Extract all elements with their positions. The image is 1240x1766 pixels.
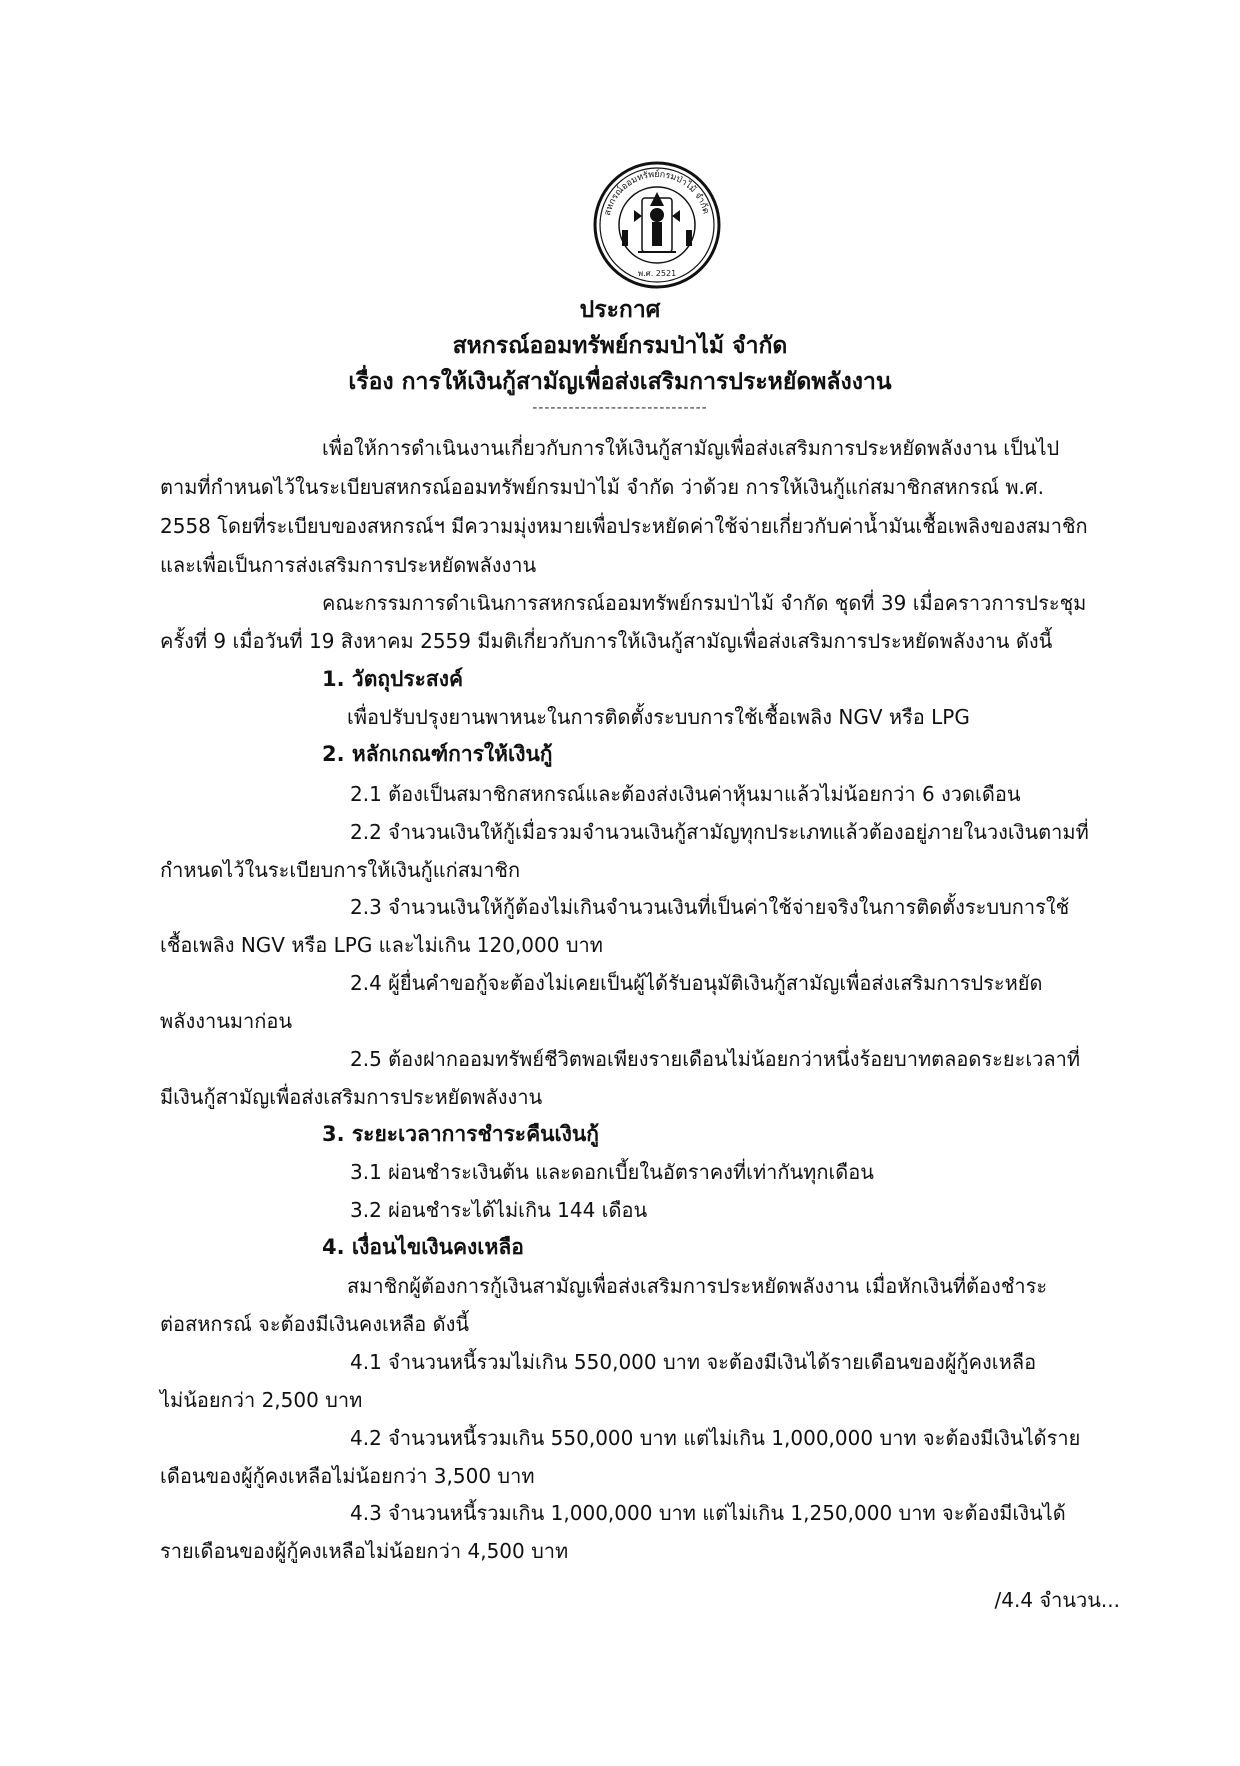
clause-3-2: 3.2 ผ่อนชำระได้ไม่เกิน 144 เดือน bbox=[350, 1198, 648, 1222]
svg-text:สหกรณ์ออมทรัพย์กรมป่าไม้ จำกัด: สหกรณ์ออมทรัพย์กรมป่าไม้ จำกัด bbox=[602, 169, 711, 217]
continued-marker: /4.4 จำนวน... bbox=[994, 1588, 1120, 1612]
clause-2-1: 2.1 ต้องเป็นสมาชิกสหกรณ์และต้องส่งเงินค่าหุ้นมาแล้วไม่น้อยกว่า 6 งวดเดือน bbox=[350, 782, 1021, 806]
announcement-subject: เรื่อง การให้เงินกู้สามัญเพื่อส่งเสริมการประหยัดพลังงาน bbox=[348, 369, 892, 395]
clause-2-3: 2.3 จำนวนเงินให้กู้ต้องไม่เกินจำนวนเงินที่เป็นค่าใช้จ่ายจริงในการติดตั้งระบบการใช้ bbox=[350, 895, 1070, 919]
intro-paragraph-line: และเพื่อเป็นการส่งเสริมการประหยัดพลังงาน bbox=[160, 553, 537, 577]
clause-2-4: 2.4 ผู้ยื่นคำขอกู้จะต้องไม่เคยเป็นผู้ได้รับอนุมัติเงินกู้สามัญเพื่อส่งเสริมการประหยัด bbox=[350, 971, 1043, 995]
clause-3-1: 3.1 ผ่อนชำระเงินต้น และดอกเบี้ยในอัตราคงที่เท่ากันทุกเดือน bbox=[350, 1160, 874, 1184]
section-4-body-cont: ต่อสหกรณ์ จะต้องมีเงินคงเหลือ ดังนี้ bbox=[160, 1312, 470, 1336]
clause-4-3: 4.3 จำนวนหนี้รวมเกิน 1,000,000 บาท แต่ไม่เกิน 1,250,000 บาท จะต้องมีเงินได้ bbox=[350, 1501, 1066, 1525]
clause-4-2: 4.2 จำนวนหนี้รวมเกิน 550,000 บาท แต่ไม่เกิน 1,000,000 บาท จะต้องมีเงินได้ราย bbox=[350, 1426, 1081, 1450]
announcement-heading: ประกาศ bbox=[579, 297, 661, 323]
intro-paragraph-line: เพื่อให้การดำเนินงานเกี่ยวกับการให้เงินกู้สามัญเพื่อส่งเสริมการประหยัดพลังงาน เป็นไป bbox=[322, 436, 1060, 460]
section-1-title: 1. วัตถุประสงค์ bbox=[322, 667, 464, 691]
clause-2-5: 2.5 ต้องฝากออมทรัพย์ชีวิตพอเพียงรายเดือนไม่น้อยกว่าหนึ่งร้อยบาทตลอดระยะเวลาที่ bbox=[350, 1047, 1081, 1071]
svg-text:พ.ศ. 2521: พ.ศ. 2521 bbox=[637, 269, 677, 278]
cooperative-seal-logo bbox=[592, 160, 722, 290]
intro-paragraph-line: ตามที่กำหนดไว้ในระเบียบสหกรณ์ออมทรัพย์กรมป่าไม้ จำกัด ว่าด้วย การให้เงินกู้แก่สมาชิกสหกรณ์ พ.ศ. bbox=[160, 475, 1044, 499]
clause-4-1: 4.1 จำนวนหนี้รวมไม่เกิน 550,000 บาท จะต้องมีเงินได้รายเดือนของผู้กู้คงเหลือ bbox=[350, 1350, 1037, 1374]
clause-2-3-cont: เชื้อเพลิง NGV หรือ LPG และไม่เกิน 120,000 บาท bbox=[160, 933, 603, 957]
resolution-paragraph-line: คณะกรรมการดำเนินการสหกรณ์ออมทรัพย์กรมป่าไม้ จำกัด ชุดที่ 39 เมื่อคราวการประชุม bbox=[322, 591, 1087, 615]
section-2-title: 2. หลักเกณฑ์การให้เงินกู้ bbox=[322, 742, 553, 766]
separator-line: ----------------------------- bbox=[532, 400, 708, 416]
clause-2-5-cont: มีเงินกู้สามัญเพื่อส่งเสริมการประหยัดพลังงาน bbox=[160, 1085, 543, 1109]
section-3-title: 3. ระยะเวลาการชำระคืนเงินกู้ bbox=[322, 1122, 599, 1146]
clause-4-3-cont: รายเดือนของผู้กู้คงเหลือไม่น้อยกว่า 4,500 บาท bbox=[160, 1539, 569, 1563]
section-4-body: สมาชิกผู้ต้องการกู้เงินสามัญเพื่อส่งเสริมการประหยัดพลังงาน เมื่อหักเงินที่ต้องชำระ bbox=[347, 1274, 1048, 1298]
clause-4-2-cont: เดือนของผู้กู้คงเหลือไม่น้อยกว่า 3,500 บาท bbox=[160, 1464, 535, 1488]
clause-4-1-cont: ไม่น้อยกว่า 2,500 บาท bbox=[160, 1388, 363, 1412]
clause-2-4-cont: พลังงานมาก่อน bbox=[160, 1009, 293, 1033]
section-4-title: 4. เงื่อนไขเงินคงเหลือ bbox=[322, 1235, 524, 1259]
resolution-paragraph-line: ครั้งที่ 9 เมื่อวันที่ 19 สิงหาคม 2559 มีมติเกี่ยวกับการให้เงินกู้สามัญเพื่อส่งเสริมการประหยัดพลังงาน ดังนี้ bbox=[160, 629, 1053, 653]
cooperative-name: สหกรณ์ออมทรัพย์กรมป่าไม้ จำกัด bbox=[452, 333, 788, 359]
clause-2-2: 2.2 จำนวนเงินให้กู้เมื่อรวมจำนวนเงินกู้สามัญทุกประเภทแล้วต้องอยู่ภายในวงเงินตามที่ bbox=[350, 820, 1089, 844]
section-1-body: เพื่อปรับปรุงยานพาหนะในการติดตั้งระบบการใช้เชื้อเพลิง NGV หรือ LPG bbox=[347, 705, 970, 729]
intro-paragraph-line: 2558 โดยที่ระเบียบของสหกรณ์ฯ มีความมุ่งหมายเพื่อประหยัดค่าใช้จ่ายเกี่ยวกับค่าน้ำมันเชื้อเพลิงของสมาชิก bbox=[160, 514, 1088, 538]
clause-2-2-cont: กำหนดไว้ในระเบียบการให้เงินกู้แก่สมาชิก bbox=[160, 858, 521, 882]
